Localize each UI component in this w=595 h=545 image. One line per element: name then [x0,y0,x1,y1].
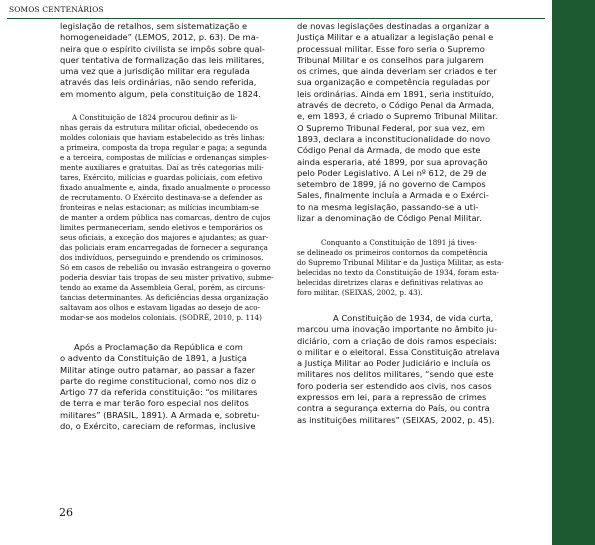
right-block-quote [297,238,532,300]
quote-line: saltavam aos olhos e estavam ligadas ao desejo de aco- [60,303,260,312]
right-column [297,21,532,426]
header-rule [7,18,545,19]
text-line: os crimes, que ainda deveriam ser criados e ter [297,66,497,77]
text-line: neira que o espírito civilista se impôs sobre qual- [60,43,265,54]
left-block-quote [60,113,292,323]
text-line: Militar atinge outro patamar, ao passar a fazer [60,364,256,375]
quote-line: a primeira, composta da tropa regular e paga; a segunda [60,143,267,152]
page-number: 26 [59,506,73,519]
text-line: Após a Proclamação da República e com [74,342,243,352]
text-line: ainda esperaria, até 1899, por sua aprovação [297,156,488,167]
text-line: foro poderia ser estendido aos civis, nos casos [297,380,492,391]
text-line: parte do regime constitucional, como nos diz o [60,375,257,386]
quote-line: fixado anualmente e, ainda, fixado anualmente o processo [60,183,271,192]
text-line: o advento da Constituição de 1891, a Justiça [60,353,247,364]
text-line: pelo Poder Legislativo. A Lei nº 612, de 29 de [297,167,487,178]
left-paragraph-2 [60,342,292,432]
text-line: de terra e mar terão foro especial nos delitos [60,398,249,409]
text-line: o militar e o eleitoral. Essa Constituição atrelava [297,346,500,357]
text-line: to na mesma legislação, passando-se a uti- [297,201,479,212]
text-line: através de decreto, o Código Penal da Armada, [297,100,495,111]
quote-line: dos indivíduos, perseguindo e prendendo os criminosos. [60,253,264,262]
text-line: diciário, com a criação de dois ramos especiais: [297,335,497,346]
text-line: Sales, finalmente incluía a Armada e o Exérci- [297,190,489,201]
text-line: Artigo 77 da referida constituição: “os militares [60,387,258,398]
text-line: homogeneidade” (LEMOS, 2012, p. 63). De ma- [60,32,259,43]
text-line: Tribunal Militar e os conselhos para julgarem [297,54,484,65]
text-line: militares nos delitos militares, “sendo que este [297,369,494,380]
text-line: lizar a denominação de Código Penal Militar. [297,213,482,224]
quote-line: de recrutamento. O Exército destinava-se a defender as [60,193,263,202]
quote-line: de manter a ordem pública nas comarcas, dentro de cujos [60,213,271,222]
text-line: do, o Exército, careciam de reformas, inclusive [60,421,256,432]
text-line: contra a segurança externa do País, ou contra [297,403,490,414]
quote-line: mente auxiliares e gratuitas. Daí as três categorias mili- [60,163,264,172]
text-line: quer tentativa de formalização das leis militares, [60,54,265,65]
quote-line: Conquanto a Constituição de 1891 já tives- [321,238,477,247]
quote-line: tendo ao exame da Assembleia Geral, porém, as circuns- [60,283,266,292]
text-line: através das leis ordinárias, não sendo referida, [60,77,257,88]
text-line: a Justiça Militar ao Poder Judiciário e incluía os [297,358,491,369]
text-line: marcou uma inovação importante no âmbito ju- [297,324,498,335]
quote-line: belecidas diretrizes claras e definitivas relativas ao [297,278,483,287]
quote-line: tares, Exército, milícias e guardas policiais, com efetivo [60,173,263,182]
text-line: em momento algum, pela constituição de 1824. [60,88,261,99]
quote-line: tancias determinantes. As deficiências dessa organização [60,293,269,302]
quote-line: do Supremo Tribunal Militar e da Justiça Militar, as esta- [297,258,504,267]
text-line: Código Penal da Armada, de modo que este [297,145,481,156]
text-line: uma vez que a jurisdição militar era regulada [60,66,250,77]
left-paragraph-1 [60,21,292,100]
text-line: setembro de 1899, já no governo de Campos [297,179,486,190]
quote-line: modar-se aos modelos coloniais. (SODRÉ, 2010, p. 114) [60,313,262,322]
text-line: militares” (BRASIL, 1891). A Armada e, sobretu- [60,409,260,420]
text-line: expressos em lei, para a repressão de crimes [297,392,487,403]
right-paragraph-1 [297,21,532,227]
text-line: sua organização e competência reguladas por [297,77,490,88]
text-line: processual militar. Esse foro seria o Supremo [297,43,485,54]
text-line: e, em 1893, é criado o Supremo Tribunal Militar. [297,111,498,122]
text-line: as instituições militares” (SEIXAS, 2002, p. 45). [297,414,495,425]
running-header: SOMOS CENTENÁRIOS [9,5,104,14]
quote-line: limites permaneceriam, sendo eletivos e temporários os [60,223,263,232]
quote-line: seus oficiais, a exceção dos majores e ajudantes; as guar- [60,233,269,242]
quote-line: se delineado os primeiros contornos da competência [297,248,488,257]
quote-line: nhas gerais da estrutura militar oficial, obedecendo os [60,123,259,132]
quote-line: foro militar. (SEIXAS, 2002, p. 43). [297,288,423,297]
quote-line: poderia desviar tais tropas de seu mister privativo, subme- [60,273,274,282]
quote-line: moldes coloniais que haviam estabelecido as três linhas: [60,133,265,142]
text-line: de novas legislações destinadas a organizar a [297,21,490,31]
quote-line: e a terceira, compostas de milícias e ordenanças simples- [60,153,269,162]
left-column [60,21,292,432]
quote-line: Só em casos de rebelião ou invasão estrangeira o governo [60,263,271,272]
text-line: Justiça Militar e a atualizar a legislação penal e [297,32,494,43]
quote-line: belecidas no texto da Constituição de 1934, foram esta- [297,268,499,277]
quote-line: das policiais eram encarregadas de fornecer a segurança [60,243,268,252]
text-line: leis ordinárias. Ainda em 1891, seria instituído, [297,88,494,99]
text-line: A Constituição de 1934, de vida curta, [333,313,494,323]
text-line: legislação de retalhos, sem sistematização e [60,21,248,31]
right-paragraph-2 [297,313,532,426]
side-color-bar [552,0,595,545]
text-line: 1893, declara a inconstitucionalidade do novo [297,133,491,144]
text-line: O Supremo Tribunal Federal, por sua vez, em [297,122,485,133]
quote-line: A Constituição de 1824 procurou definir as li- [72,113,238,122]
quote-line: fronteiras e nelas estacionar; as milícias incumbiam-se [60,203,260,212]
